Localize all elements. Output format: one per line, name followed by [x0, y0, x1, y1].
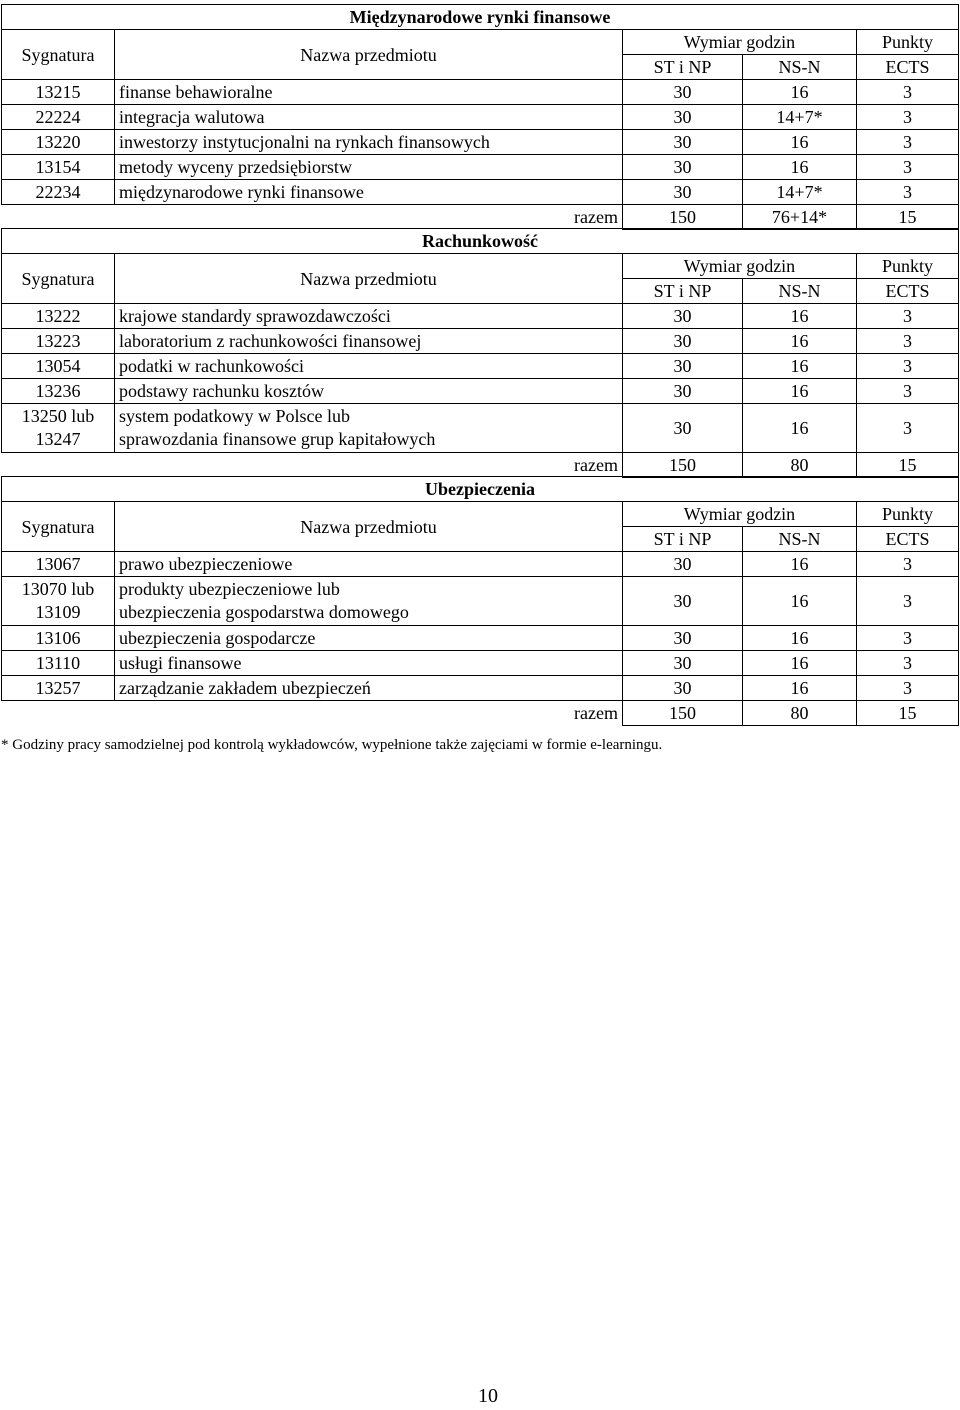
total-row: [2, 453, 959, 478]
cell-ects: 3: [857, 155, 959, 180]
cell-ects: 3: [857, 80, 959, 105]
table-row: [2, 80, 959, 105]
cell-nazwa: [115, 577, 623, 626]
header-ects: ECTS: [857, 527, 959, 552]
total-ects: 15: [857, 453, 959, 478]
cell-nazwa: [115, 304, 623, 329]
nazwa-line: zarządzanie zakładem ubezpieczeń: [119, 678, 371, 698]
nazwa-line: krajowe standardy sprawozdawczości: [119, 306, 391, 326]
table-row: [2, 379, 959, 404]
sygnatura-line: 13247: [35, 429, 81, 449]
section-title-row: [2, 477, 959, 502]
sygnatura-line: 13154: [35, 157, 81, 177]
cell-nazwa: [115, 329, 623, 354]
cell-sygnatura: [2, 329, 115, 354]
section-title: Międzynarodowe rynki finansowe: [2, 5, 959, 30]
sygnatura-line: 13250 lub: [21, 406, 95, 426]
cell-nsn: 16: [743, 552, 857, 577]
table-row: [2, 552, 959, 577]
table-row: [2, 130, 959, 155]
table-row: [2, 329, 959, 354]
cell-nazwa: [115, 676, 623, 701]
section-title-row: [2, 229, 959, 254]
cell-st: 30: [623, 552, 743, 577]
cell-nsn: 16: [743, 577, 857, 626]
cell-sygnatura: [2, 105, 115, 130]
cell-nazwa: [115, 354, 623, 379]
header-sygnatura: Sygnatura: [2, 254, 115, 304]
header-nsn: NS-N: [743, 55, 857, 80]
cell-st: 30: [623, 577, 743, 626]
nazwa-line: prawo ubezpieczeniowe: [119, 554, 293, 574]
cell-st: 30: [623, 155, 743, 180]
cell-st: 30: [623, 354, 743, 379]
header-nazwa: Nazwa przedmiotu: [115, 502, 623, 552]
header-row: [2, 502, 959, 527]
course-table-1: [1, 228, 959, 478]
nazwa-line: międzynarodowe rynki finansowe: [119, 182, 364, 202]
cell-ects: 3: [857, 354, 959, 379]
cell-nsn: 16: [743, 379, 857, 404]
cell-st: 30: [623, 379, 743, 404]
cell-ects: 3: [857, 626, 959, 651]
sygnatura-line: 13070 lub: [21, 579, 95, 599]
total-row: [2, 205, 959, 230]
header-punkty: Punkty: [857, 254, 959, 279]
nazwa-line: produkty ubezpieczeniowe lub: [119, 579, 340, 599]
nazwa-line: metody wyceny przedsiębiorstw: [119, 157, 352, 177]
cell-sygnatura: [2, 155, 115, 180]
nazwa-line: sprawozdania finansowe grup kapitałowych: [119, 429, 436, 449]
cell-nazwa: [115, 155, 623, 180]
sygnatura-line: 13222: [35, 306, 81, 326]
total-ects: 15: [857, 205, 959, 230]
section-title-row: [2, 5, 959, 30]
cell-st: 30: [623, 304, 743, 329]
cell-ects: 3: [857, 379, 959, 404]
cell-nazwa: [115, 651, 623, 676]
header-sygnatura: Sygnatura: [2, 30, 115, 80]
nazwa-line: podstawy rachunku kosztów: [119, 381, 324, 401]
nazwa-line: podatki w rachunkowości: [119, 356, 304, 376]
cell-nsn: 16: [743, 155, 857, 180]
sygnatura-line: 13236: [35, 381, 81, 401]
cell-sygnatura: [2, 304, 115, 329]
cell-ects: 3: [857, 651, 959, 676]
header-st: ST i NP: [623, 279, 743, 304]
table-row: [2, 676, 959, 701]
total-st: 150: [623, 453, 743, 478]
table-row: [2, 105, 959, 130]
cell-sygnatura: [2, 354, 115, 379]
course-table-2: [1, 476, 959, 726]
cell-nsn: 16: [743, 80, 857, 105]
header-punkty: Punkty: [857, 502, 959, 527]
cell-st: 30: [623, 329, 743, 354]
cell-ects: 3: [857, 304, 959, 329]
cell-nazwa: [115, 379, 623, 404]
cell-nsn: 14+7*: [743, 180, 857, 205]
table-row: [2, 577, 959, 626]
header-wymiar: Wymiar godzin: [623, 30, 857, 55]
sygnatura-line: 13257: [35, 678, 81, 698]
cell-st: 30: [623, 130, 743, 155]
total-st: 150: [623, 205, 743, 230]
nazwa-line: ubezpieczenia gospodarcze: [119, 628, 316, 648]
cell-ects: 3: [857, 329, 959, 354]
cell-nazwa: [115, 105, 623, 130]
cell-ects: 3: [857, 180, 959, 205]
cell-nsn: 16: [743, 354, 857, 379]
cell-sygnatura: [2, 130, 115, 155]
cell-sygnatura: [2, 577, 115, 626]
cell-nazwa: [115, 130, 623, 155]
table-row: [2, 651, 959, 676]
header-nsn: NS-N: [743, 527, 857, 552]
cell-ects: 3: [857, 404, 959, 453]
nazwa-line: laboratorium z rachunkowości finansowej: [119, 331, 422, 351]
cell-sygnatura: [2, 552, 115, 577]
cell-ects: 3: [857, 577, 959, 626]
table-row: [2, 180, 959, 205]
cell-nsn: 16: [743, 404, 857, 453]
total-label: razem: [2, 701, 623, 726]
total-label: razem: [2, 453, 623, 478]
sygnatura-line: 13109: [35, 602, 81, 622]
sygnatura-line: 13220: [35, 132, 81, 152]
cell-nazwa: [115, 80, 623, 105]
header-nazwa: Nazwa przedmiotu: [115, 30, 623, 80]
nazwa-line: usługi finansowe: [119, 653, 242, 673]
sygnatura-line: 13223: [35, 331, 81, 351]
table-row: [2, 404, 959, 453]
sygnatura-line: 13054: [35, 356, 81, 376]
cell-nsn: 16: [743, 130, 857, 155]
cell-nsn: 16: [743, 304, 857, 329]
nazwa-line: system podatkowy w Polsce lub: [119, 406, 350, 426]
course-table-0: [1, 4, 959, 230]
cell-nsn: 16: [743, 626, 857, 651]
table-row: [2, 155, 959, 180]
total-nsn: 76+14*: [743, 205, 857, 230]
nazwa-line: finanse behawioralne: [119, 82, 273, 102]
page-number: 10: [478, 1385, 498, 1407]
cell-nsn: 16: [743, 651, 857, 676]
header-wymiar: Wymiar godzin: [623, 502, 857, 527]
cell-sygnatura: [2, 180, 115, 205]
nazwa-line: ubezpieczenia gospodarstwa domowego: [119, 602, 409, 622]
cell-st: 30: [623, 180, 743, 205]
header-sygnatura: Sygnatura: [2, 502, 115, 552]
header-row: [2, 30, 959, 55]
cell-nsn: 16: [743, 676, 857, 701]
sygnatura-line: 13067: [35, 554, 81, 574]
cell-st: 30: [623, 626, 743, 651]
header-st: ST i NP: [623, 527, 743, 552]
total-st: 150: [623, 701, 743, 726]
cell-sygnatura: [2, 379, 115, 404]
total-nsn: 80: [743, 701, 857, 726]
cell-ects: 3: [857, 676, 959, 701]
cell-st: 30: [623, 404, 743, 453]
cell-st: 30: [623, 80, 743, 105]
header-punkty: Punkty: [857, 30, 959, 55]
section-title: Rachunkowość: [2, 229, 959, 254]
cell-sygnatura: [2, 651, 115, 676]
header-row: [2, 254, 959, 279]
cell-ects: 3: [857, 105, 959, 130]
header-ects: ECTS: [857, 279, 959, 304]
cell-nazwa: [115, 180, 623, 205]
nazwa-line: inwestorzy instytucjonalni na rynkach finansowych: [119, 132, 490, 152]
cell-sygnatura: [2, 404, 115, 453]
cell-sygnatura: [2, 626, 115, 651]
sygnatura-line: 22224: [35, 107, 81, 127]
sygnatura-line: 13110: [35, 653, 81, 673]
cell-ects: 3: [857, 552, 959, 577]
sygnatura-line: 13106: [35, 628, 81, 648]
cell-st: 30: [623, 105, 743, 130]
cell-nazwa: [115, 552, 623, 577]
footnote: * Godziny pracy samodzielnej pod kontrolą wykładowców, wypełnione także zajęciami w formie e-learningu.: [1, 737, 663, 753]
cell-ects: 3: [857, 130, 959, 155]
table-row: [2, 354, 959, 379]
cell-st: 30: [623, 676, 743, 701]
sygnatura-line: 13215: [35, 82, 81, 102]
table-row: [2, 304, 959, 329]
cell-nazwa: [115, 626, 623, 651]
section-title: Ubezpieczenia: [2, 477, 959, 502]
table-row: [2, 626, 959, 651]
cell-st: 30: [623, 651, 743, 676]
total-label: razem: [2, 205, 623, 230]
total-ects: 15: [857, 701, 959, 726]
total-nsn: 80: [743, 453, 857, 478]
nazwa-line: integracja walutowa: [119, 107, 265, 127]
cell-sygnatura: [2, 676, 115, 701]
cell-sygnatura: [2, 80, 115, 105]
header-ects: ECTS: [857, 55, 959, 80]
cell-nsn: 14+7*: [743, 105, 857, 130]
cell-nazwa: [115, 404, 623, 453]
cell-nsn: 16: [743, 329, 857, 354]
header-nazwa: Nazwa przedmiotu: [115, 254, 623, 304]
header-st: ST i NP: [623, 55, 743, 80]
header-nsn: NS-N: [743, 279, 857, 304]
header-wymiar: Wymiar godzin: [623, 254, 857, 279]
sygnatura-line: 22234: [35, 182, 81, 202]
total-row: [2, 701, 959, 726]
